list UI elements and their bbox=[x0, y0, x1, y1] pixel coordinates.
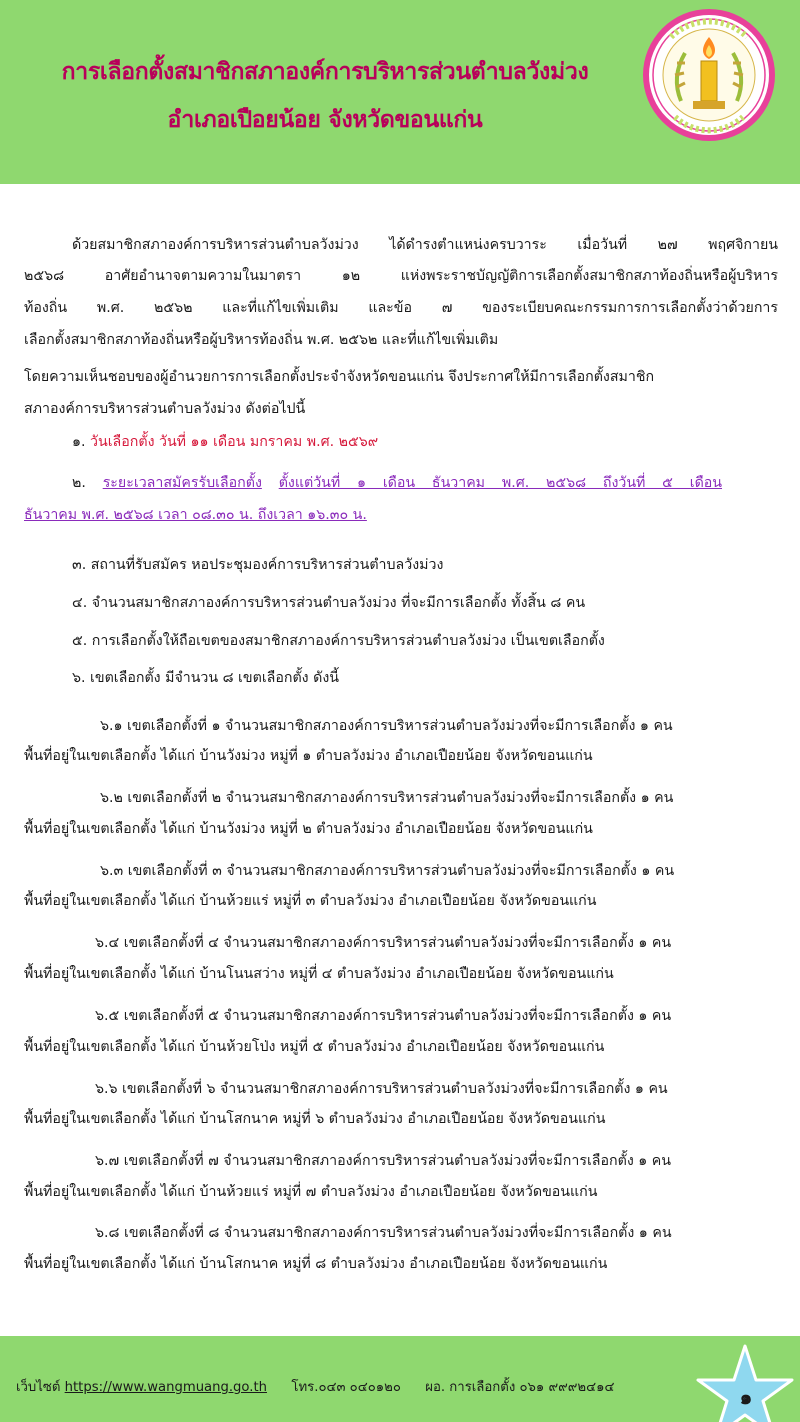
district-8-line-2: พื้นที่อยู่ในเขตเลือกตั้ง ได้แก่ บ้านโสกนาค หมู่ที่ ๘ ตำบลวังม่วง อำเภอเปือยน้อย จังหวัดขอนแก่น bbox=[24, 1256, 608, 1272]
director-contact: ผอ. การเลือกตั้ง ๐๖๑ ๙๙๙๒๔๑๔ bbox=[425, 1380, 615, 1395]
item-member-count: ๔. จำนวนสมาชิกสภาองค์การบริหารส่วนตำบลวังม่วง ที่จะมีการเลือกตั้ง ทั้งสิ้น ๘ คน bbox=[72, 595, 586, 611]
item-number: ๒. bbox=[72, 475, 86, 491]
intro-line-4: เลือกตั้งสมาชิกสภาท้องถิ่นหรือผู้บริหารท้องถิ่น พ.ศ. ๒๕๖๒ และที่แก้ไขเพิ่มเติม bbox=[24, 332, 499, 348]
district-5-line-2: พื้นที่อยู่ในเขตเลือกตั้ง ได้แก่ บ้านห้วยโป่ง หมู่ที่ ๕ ตำบลวังม่วง อำเภอเปือยน้อย จังหวัดขอนแก่น bbox=[24, 1039, 605, 1055]
district-5-line-1: ๖.๕ เขตเลือกตั้งที่ ๕ จำนวนสมาชิกสภาองค์การบริหารส่วนตำบลวังม่วงที่จะมีการเลือกตั้ง ๑ คน bbox=[95, 1008, 672, 1024]
district-2-line-2: พื้นที่อยู่ในเขตเลือกตั้ง ได้แก่ บ้านวังม่วง หมู่ที่ ๒ ตำบลวังม่วง อำเภอเปือยน้อย จังหวัดขอนแก่น bbox=[24, 821, 593, 837]
election-date-text: วันเลือกตั้ง วันที่ ๑๑ เดือน มกราคม พ.ศ. ๒๕๖๙ bbox=[90, 434, 379, 450]
district-4-line-2: พื้นที่อยู่ในเขตเลือกตั้ง ได้แก่ บ้านโนนสว่าง หมู่ที่ ๔ ตำบลวังม่วง อำเภอเปือยน้อย จังหวัดขอนแก่น bbox=[24, 966, 614, 982]
title-line-2: อำเภอเปือยน้อย จังหวัดขอนแก่น bbox=[167, 107, 483, 133]
item-application-place: ๓. สถานที่รับสมัคร หอประชุมองค์การบริหารส่วนตำบลวังม่วง bbox=[72, 557, 444, 573]
application-period-line-1: ตั้งแต่วันที่ ๑ เดือน ธันวาคม พ.ศ. ๒๕๖๘ ถึงวันที่ ๕ เดือน bbox=[278, 475, 723, 491]
district-1-line-1: ๖.๑ เขตเลือกตั้งที่ ๑ จำนวนสมาชิกสภาองค์การบริหารส่วนตำบลวังม่วงที่จะมีการเลือกตั้ง ๑ คน bbox=[100, 718, 673, 734]
district-7-line-1: ๖.๗ เขตเลือกตั้งที่ ๗ จำนวนสมาชิกสภาองค์การบริหารส่วนตำบลวังม่วงที่จะมีการเลือกตั้ง ๑ คน bbox=[95, 1153, 671, 1169]
application-period-line-2: ธันวาคม พ.ศ. ๒๕๖๘ เวลา ๐๘.๓๐ น. ถึงเวลา ๑๖.๓๐ น. bbox=[24, 507, 367, 523]
website-label: เว็บไซต์ bbox=[16, 1380, 61, 1395]
item-election-zone: ๕. การเลือกตั้งให้ถือเขตของสมาชิกสภาองค์การบริหารส่วนตำบลวังม่วง เป็นเขตเลือกตั้ง bbox=[72, 633, 605, 649]
phone-number: โทร.๐๔๓ ๐๔๐๑๒๐ bbox=[291, 1380, 401, 1395]
district-1-line-2: พื้นที่อยู่ในเขตเลือกตั้ง ได้แก่ บ้านวังม่วง หมู่ที่ ๑ ตำบลวังม่วง อำเภอเปือยน้อย จังหวัดขอนแก่น bbox=[24, 748, 593, 764]
title-line-1: การเลือกตั้งสมาชิกสภาองค์การบริหารส่วนตำบลวังม่วง bbox=[61, 59, 589, 85]
item-election-date bbox=[72, 431, 378, 453]
item-number: ๑. bbox=[72, 434, 86, 450]
contact-line bbox=[16, 1376, 614, 1397]
intro-line-3: ท้องถิ่น พ.ศ. ๒๕๖๒ และที่แก้ไขเพิ่มเติม และข้อ ๗ ของระเบียบคณะกรรมการการเลือกตั้งว่าด้วยการ bbox=[24, 300, 778, 316]
item-application-period bbox=[72, 472, 722, 494]
application-period-label: ระยะเวลาสมัครรับเลือกตั้ง bbox=[102, 475, 262, 491]
district-3-line-1: ๖.๓ เขตเลือกตั้งที่ ๓ จำนวนสมาชิกสภาองค์การบริหารส่วนตำบลวังม่วงที่จะมีการเลือกตั้ง ๑ คน bbox=[100, 863, 675, 879]
district-2-line-1: ๖.๒ เขตเลือกตั้งที่ ๒ จำนวนสมาชิกสภาองค์การบริหารส่วนตำบลวังม่วงที่จะมีการเลือกตั้ง ๑ คน bbox=[100, 790, 674, 806]
district-3-line-2: พื้นที่อยู่ในเขตเลือกตั้ง ได้แก่ บ้านห้วยแร่ หมู่ที่ ๓ ตำบลวังม่วง อำเภอเปือยน้อย จังหวัดขอนแก่น bbox=[24, 893, 597, 909]
district-6-line-1: ๖.๖ เขตเลือกตั้งที่ ๖ จำนวนสมาชิกสภาองค์การบริหารส่วนตำบลวังม่วงที่จะมีการเลือกตั้ง ๑ คน bbox=[95, 1081, 668, 1097]
intro-line-6: สภาองค์การบริหารส่วนตำบลวังม่วง ดังต่อไปนี้ bbox=[24, 401, 306, 417]
page-header bbox=[0, 0, 800, 184]
page-title bbox=[10, 48, 640, 144]
intro-line-2: ๒๕๖๘ อาศัยอำนาจตามความในมาตรา ๑๒ แห่งพระราชบัญญัติการเลือกตั้งสมาชิกสภาท้องถิ่นหรือผู้บริหาร bbox=[24, 268, 778, 284]
page-number: ๑ bbox=[739, 1385, 753, 1409]
website-link[interactable]: https://www.wangmuang.go.th bbox=[64, 1380, 267, 1395]
district-6-line-2: พื้นที่อยู่ในเขตเลือกตั้ง ได้แก่ บ้านโสกนาค หมู่ที่ ๖ ตำบลวังม่วง อำเภอเปือยน้อย จังหวัดขอนแก่น bbox=[24, 1111, 606, 1127]
district-8-line-1: ๖.๘ เขตเลือกตั้งที่ ๘ จำนวนสมาชิกสภาองค์การบริหารส่วนตำบลวังม่วงที่จะมีการเลือกตั้ง ๑ คน bbox=[95, 1225, 672, 1241]
item-district-count: ๖. เขตเลือกตั้ง มีจำนวน ๘ เขตเลือกตั้ง ดังนี้ bbox=[72, 670, 339, 686]
intro-line-5: โดยความเห็นชอบของผู้อำนวยการการเลือกตั้งประจำจังหวัดขอนแก่น จึงประกาศให้มีการเลือกตั้งสมาชิก bbox=[24, 369, 655, 385]
district-4-line-1: ๖.๔ เขตเลือกตั้งที่ ๔ จำนวนสมาชิกสภาองค์การบริหารส่วนตำบลวังม่วงที่จะมีการเลือกตั้ง ๑ คน bbox=[95, 935, 672, 951]
district-7-line-2: พื้นที่อยู่ในเขตเลือกตั้ง ได้แก่ บ้านห้วยแร่ หมู่ที่ ๗ ตำบลวังม่วง อำเภอเปือยน้อย จังหวัดขอนแก่น bbox=[24, 1184, 598, 1200]
intro-line-1: ด้วยสมาชิกสภาองค์การบริหารส่วนตำบลวังม่วง ได้ดำรงตำแหน่งครบวาระ เมื่อวันที่ ๒๗ พฤศจิกายน bbox=[72, 237, 778, 253]
candle-emblem-icon bbox=[641, 7, 777, 143]
page-footer bbox=[0, 1336, 800, 1422]
